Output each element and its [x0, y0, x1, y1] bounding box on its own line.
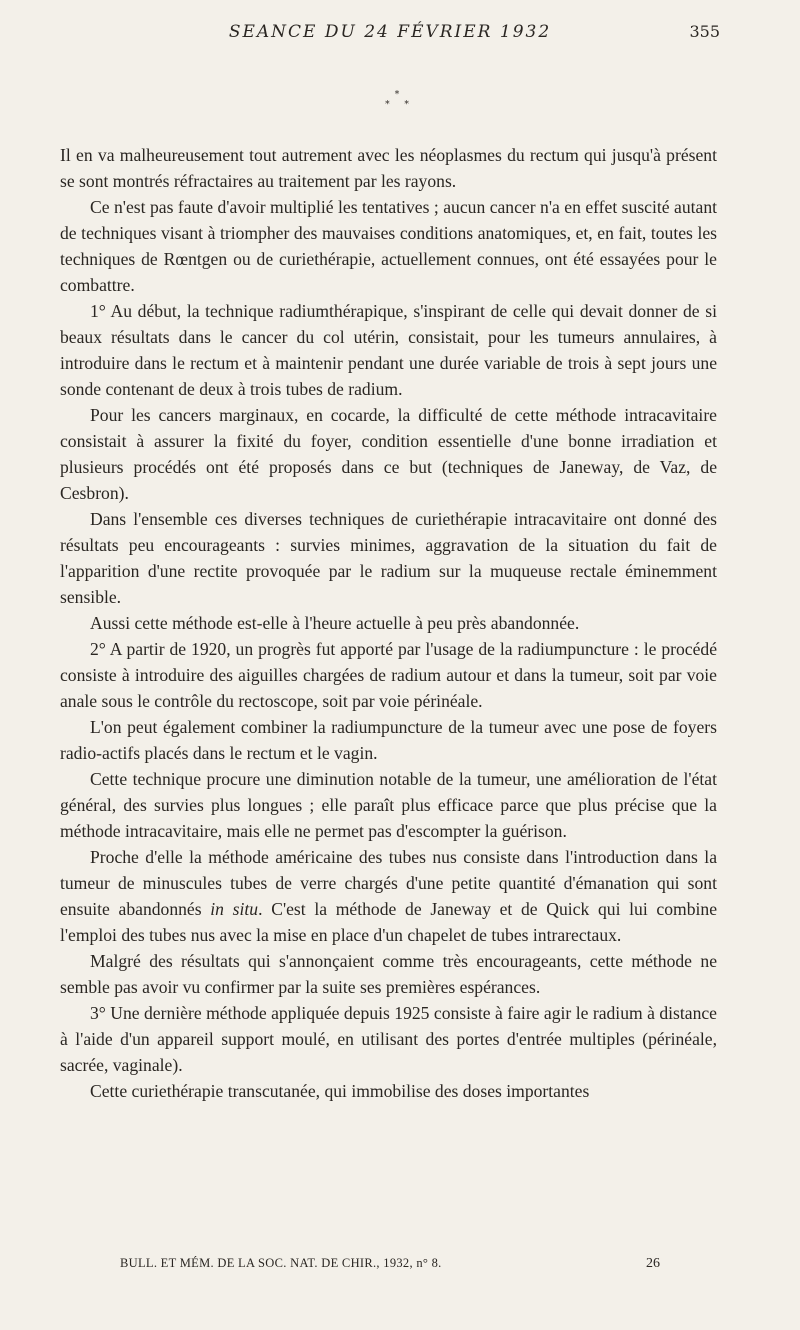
- paragraph-10: [60, 844, 717, 948]
- page-footer: [120, 1256, 660, 1276]
- journal-reference: BULL. ET MÉM. DE LA SOC. NAT. DE CHIR., 1932, n° 8.: [120, 1256, 442, 1270]
- paragraph-2: Ce n'est pas faute d'avoir multiplié les tentatives ; aucun cancer n'a en effet suscité autant de techniques visant à triompher des mauvaises conditions anatomiques, et, en fait, toutes les techniques de Rœntgen ou de curiethérapie, actuellement connues, ont été essayées pour le combattre.: [60, 197, 717, 295]
- signature-mark: 26: [646, 1256, 660, 1271]
- paragraph-10-start: Proche d'elle la méthode américaine des tubes nus consiste dans l'introduction dans la tumeur de minuscules tubes de verre chargés d'une petite quantité d'émanation qui sont ensuite abandonnés: [60, 847, 717, 919]
- paragraph-12: 3° Une dernière méthode appliquée depuis 1925 consiste à faire agir le radium à distance à l'aide d'un appareil support moulé, en utilisant des portes d'entrée multiples (périnéale, sacrée, vaginale).: [60, 1003, 717, 1075]
- asterism-bottom: * *: [385, 100, 415, 110]
- paragraph-5: Dans l'ensemble ces diverses techniques de curiethérapie intracavitaire ont donné des résultats peu encourageants : survies minimes, aggravation de la situation du fait de l'apparition d'une rectite provoquée par le radium sur la muqueuse rectale éminemment sensible.: [60, 509, 717, 607]
- paragraph-11: Malgré des résultats qui s'annonçaient comme très encourageants, cette méthode ne semble pas avoir vu confirmer par la suite ses premières espérances.: [60, 951, 717, 997]
- running-title: SEANCE DU 24 FÉVRIER 1932: [228, 22, 552, 42]
- asterism-top: *: [394, 90, 406, 100]
- paragraph-6: Aussi cette méthode est-elle à l'heure actuelle à peu près abandonnée.: [90, 613, 580, 633]
- paragraph-8: L'on peut également combiner la radiumpuncture de la tumeur avec une pose de foyers radio-actifs placés dans le rectum et le vagin.: [60, 717, 717, 763]
- article-body: [60, 142, 717, 1104]
- paragraph-13: Cette curiethérapie transcutanée, qui immobilise des doses importantes: [90, 1081, 590, 1101]
- paragraph-7: 2° A partir de 1920, un progrès fut apporté par l'usage de la radiumpuncture : le procédé consiste à introduire des aiguilles chargées de radium autour et dans la tumeur, soit par voie anale sous le contrôle du rectoscope, soit par voie périnéale.: [60, 639, 717, 711]
- paragraph-10-end: . C'est la méthode de Janeway et de Quick qui lui combine l'emploi des tubes nus avec la mise en place d'un chapelet de tubes intrarectaux.: [60, 899, 718, 945]
- in-situ-italic: in situ: [210, 899, 259, 919]
- page-header: [60, 22, 720, 46]
- paragraph-3: 1° Au début, la technique radiumthérapique, s'inspirant de celle qui devait donner de si beaux résultats dans le cancer du col utérin, consistait, pour les tumeurs annulaires, à introduire dans le rectum et à maintenir pendant une durée variable de trois à sept jours une sonde contenant de deux à trois tubes de radium.: [60, 301, 717, 399]
- paragraph-4: Pour les cancers marginaux, en cocarde, la difficulté de cette méthode intracavitaire consistait à assurer la fixité du foyer, condition essentielle d'une bonne irradiation et plusieurs procédés ont été proposés dans ce but (techniques de Janeway, de Vaz, de Cesbron).: [60, 405, 717, 503]
- section-asterism: [0, 90, 800, 110]
- paragraph-9: Cette technique procure une diminution notable de la tumeur, une amélioration de l'état général, des survies plus longues ; elle paraît plus efficace parce que plus précise que la méthode intracavitaire, mais elle ne permet pas d'escompter la guérison.: [60, 769, 717, 841]
- paragraph-1: Il en va malheureusement tout autrement avec les néoplasmes du rectum qui jusqu'à présent se sont montrés réfractaires au traitement par les rayons.: [60, 145, 717, 191]
- page-number: 355: [689, 22, 720, 41]
